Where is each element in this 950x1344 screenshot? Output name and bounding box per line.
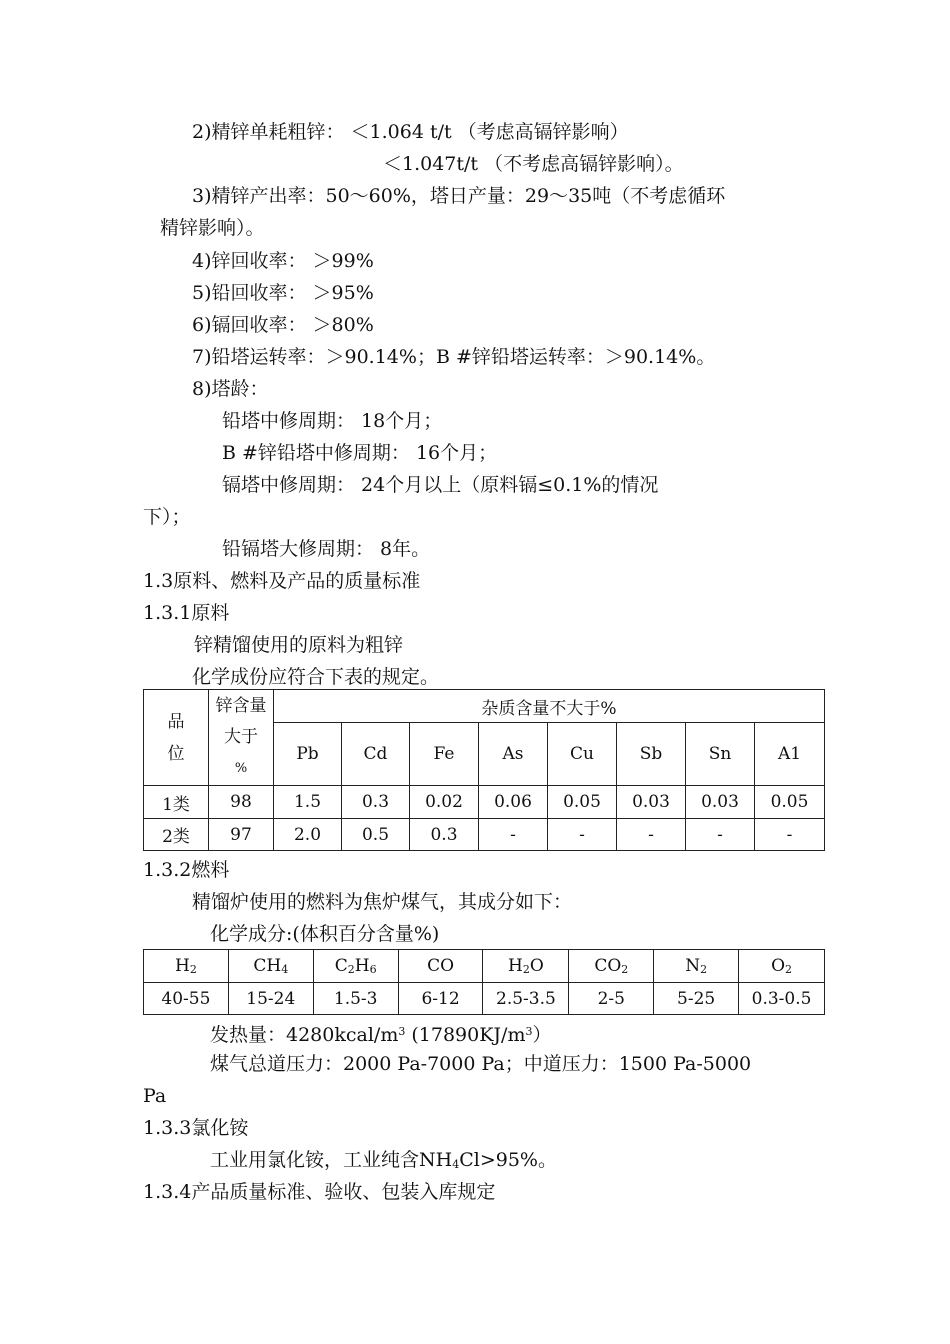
lead-tower-cycle: 铅塔中修周期： 18个月； [222, 410, 443, 432]
fuel-composition-label: 化学成分:(体积百分含量%) [210, 923, 440, 945]
value-cell: - [548, 819, 617, 851]
gas-header-ch4: $CH_4$ [228, 950, 313, 983]
value-cell: 0.03 [617, 786, 686, 819]
value-cell: 0.5 [342, 819, 410, 851]
gas-value: 6-12 [398, 983, 483, 1015]
item-7-operation-rate: 7)铅塔运转率：＞90.14%；B #锌铅塔运转率：＞90.14%。 [192, 346, 716, 368]
item-2-zinc-consumption-alt: ＜1.047t/t （不考虑高镉锌影响）。 [383, 153, 684, 175]
impurity-col: A1 [755, 723, 825, 786]
raw-material-text: 锌精馏使用的原料为粗锌 [194, 634, 404, 656]
zinc-cell: 97 [209, 819, 274, 851]
item-3-output-rate: 3)精锌产出率：50～60%，塔日产量：29～35吨（不考虑循环 [192, 185, 726, 207]
gas-value: 15-24 [228, 983, 313, 1015]
value-cell: 0.3 [410, 819, 479, 851]
zinc-content-header [209, 690, 274, 786]
impurity-col: As [479, 723, 548, 786]
table-row [144, 819, 825, 851]
impurity-col: Cd [342, 723, 410, 786]
value-cell: - [686, 819, 755, 851]
gas-header-h2o: $H_2O$ [483, 950, 569, 983]
gas-header-n2: $N_2$ [654, 950, 739, 983]
ammonium-chloride-text: 工业用氯化铵，工业纯含$NH_4Cl>95\%$。 [210, 1149, 557, 1171]
value-cell: 0.03 [686, 786, 755, 819]
gas-pressure-text-cont: Pa [143, 1085, 167, 1107]
section-heading-1-3-2: 1.3.2燃料 [143, 859, 230, 881]
zinc-content-header-line3: % [234, 761, 248, 776]
impurity-col: Cu [548, 723, 617, 786]
value-cell: 2.0 [274, 819, 342, 851]
raw-zinc-spec-table [143, 689, 825, 851]
gas-header-o2: $O_2$ [739, 950, 825, 983]
impurity-col: Pb [274, 723, 342, 786]
overhaul-cycle: 铅镉塔大修周期： 8年。 [222, 538, 431, 560]
item-3-output-rate-cont: 精锌影响）。 [160, 217, 265, 239]
grade-cell: 1类 [144, 786, 209, 819]
value-cell: 0.02 [410, 786, 479, 819]
value-cell: - [617, 819, 686, 851]
gas-value: 2-5 [569, 983, 654, 1015]
grade-header [144, 690, 209, 786]
fuel-text: 精馏炉使用的燃料为焦炉煤气，其成分如下： [192, 891, 573, 913]
grade-cell: 2类 [144, 819, 209, 851]
value-cell: 1.5 [274, 786, 342, 819]
grade-header-line1: 品 [167, 711, 185, 732]
composition-text: 化学成份应符合下表的规定。 [192, 666, 440, 688]
table-header-row [144, 950, 825, 983]
gas-value: 2.5-3.5 [483, 983, 569, 1015]
table-row [144, 786, 825, 819]
zinc-cell: 98 [209, 786, 274, 819]
item-6-cadmium-recovery: 6)镉回收率： ＞80% [192, 314, 374, 336]
value-cell: - [479, 819, 548, 851]
item-2-zinc-consumption: 2)精锌单耗粗锌： ＜1.064 t/t （考虑高镉锌影响） [192, 121, 629, 143]
gas-pressure-text: 煤气总道压力：2000 Pa-7000 Pa；中道压力：1500 Pa-5000 [210, 1053, 752, 1075]
gas-value: 5-25 [654, 983, 739, 1015]
impurity-col: Fe [410, 723, 479, 786]
value-cell: - [755, 819, 825, 851]
gas-value: 0.3-0.5 [739, 983, 825, 1015]
value-cell: 0.06 [479, 786, 548, 819]
impurity-col: Sb [617, 723, 686, 786]
table-row [144, 983, 825, 1015]
gas-header-h2: $H_2$ [144, 950, 229, 983]
section-heading-1-3-3: 1.3.3氯化铵 [143, 1117, 249, 1139]
gas-value: 40-55 [144, 983, 229, 1015]
impurity-header: 杂质含量不大于% [274, 690, 825, 723]
coke-gas-composition-table [143, 949, 825, 1015]
zinc-content-header-line2: 大于 [224, 727, 258, 747]
gas-header-co: CO [398, 950, 483, 983]
gas-value: 1.5-3 [313, 983, 398, 1015]
value-cell: 0.05 [548, 786, 617, 819]
heat-value-text: 发热量：$4280kcal/m^3$ $(17890KJ/m^3)$ [210, 1024, 552, 1046]
section-heading-1-3: 1.3原料、燃料及产品的质量标准 [143, 570, 421, 592]
item-5-lead-recovery: 5)铅回收率： ＞95% [192, 282, 374, 304]
item-8-tower-age: 8)塔龄： [192, 378, 269, 400]
value-cell: 0.3 [342, 786, 410, 819]
impurity-col: Sn [686, 723, 755, 786]
item-4-zinc-recovery: 4)锌回收率： ＞99% [192, 250, 374, 272]
section-heading-1-3-4: 1.3.4产品质量标准、验收、包装入库规定 [143, 1181, 496, 1203]
cadmium-tower-cycle-cont: 下）； [143, 506, 191, 528]
grade-header-line2: 位 [167, 743, 185, 764]
section-heading-1-3-1: 1.3.1原料 [143, 602, 230, 624]
gas-header-c2h6: $C_2H_6$ [313, 950, 398, 983]
value-cell: 0.05 [755, 786, 825, 819]
zinc-content-header-line1: 锌含量 [215, 696, 267, 716]
cadmium-tower-cycle: 镉塔中修周期： 24个月以上（原料镉≤0.1%的情况 [222, 474, 659, 496]
gas-header-co2: $CO_2$ [569, 950, 654, 983]
zinc-lead-tower-cycle: B #锌铅塔中修周期： 16个月； [222, 442, 498, 464]
